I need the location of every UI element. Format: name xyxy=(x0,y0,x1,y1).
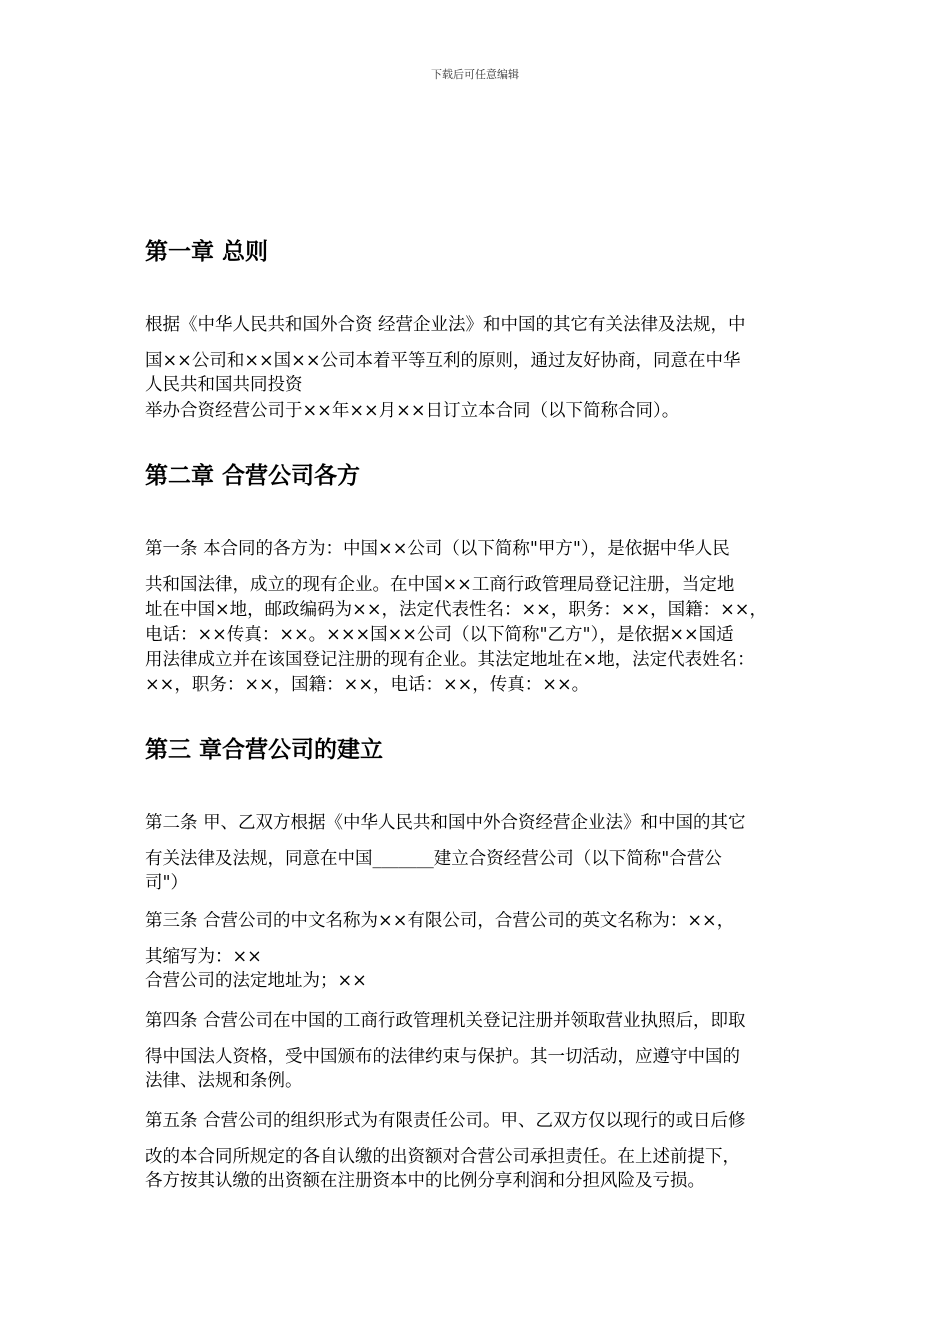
paragraph-line: 第一条 本合同的各方为：中国××公司（以下简称"甲方"），是依据中华人民 xyxy=(145,539,730,559)
paragraph-line: 合营公司的法定地址为；×× xyxy=(145,971,367,991)
paragraph-line: 改的本合同所规定的各自认缴的出资额对合营公司承担责任。在上述前提下， xyxy=(145,1147,740,1167)
paragraph-line: 共和国法律，成立的现有企业。在中国××工商行政管理局登记注册，当定地 xyxy=(145,575,735,595)
paragraph-line: 法律、法规和条例。 xyxy=(145,1071,303,1091)
paragraph-line: 人民共和国共同投资 xyxy=(145,375,303,395)
paragraph-line: 用法律成立并在该国登记注册的现有企业。其法定地址在×地，法定代表姓名： xyxy=(145,650,755,670)
paragraph-line: 第四条 合营公司在中国的工商行政管理机关登记注册并领取营业执照后，即取 xyxy=(145,1011,746,1031)
paragraph-line: 根据《中华人民共和国外合资 经营企业法》和中国的其它有关法律及法规，中 xyxy=(145,315,746,335)
paragraph-line: 有关法律及法规，同意在中国_______建立合资经营公司（以下简称"合营公 xyxy=(145,849,722,869)
paragraph-line: 第三条 合营公司的中文名称为××有限公司，合营公司的英文名称为：××， xyxy=(145,911,735,931)
paragraph-line: 其缩写为：×× xyxy=(145,947,262,967)
chapter-title: 第二章 合营公司各方 xyxy=(145,463,361,489)
chapter-title: 第三 章合营公司的建立 xyxy=(145,737,384,763)
paragraph-line: 举办合资经营公司于××年××月××日订立本合同（以下简称合同）。 xyxy=(145,401,680,421)
paragraph-line: 电话：××传真：××。×××国××公司（以下简称"乙方"），是依据××国适 xyxy=(145,625,734,645)
paragraph-line: 国××公司和××国××公司本着平等互利的原则，通过友好协商，同意在中华 xyxy=(145,351,741,371)
chapter-title: 第一章 总则 xyxy=(145,239,269,265)
paragraph-line: 各方按其认缴的出资额在注册资本中的比例分享利润和分担风险及亏损。 xyxy=(145,1171,705,1191)
paragraph-line: 第二条 甲、乙双方根据《中华人民共和国中外合资经营企业法》和中国的其它 xyxy=(145,813,746,833)
paragraph-line: 第五条 合营公司的组织形式为有限责任公司。甲、乙双方仅以现行的或日后修 xyxy=(145,1111,746,1131)
paragraph-line: 司"） xyxy=(145,873,189,893)
paragraph-line: 址在中国×地，邮政编码为××，法定代表性名：××，职务：××，国籍：××， xyxy=(145,600,767,620)
page-header: 下载后可任意编辑 xyxy=(431,68,519,81)
paragraph-line: 得中国法人资格，受中国颁布的法律约束与保护。其一切活动，应遵守中国的 xyxy=(145,1047,740,1067)
paragraph-line: ××，职务：××，国籍：××，电话：××，传真：××。 xyxy=(145,675,590,695)
